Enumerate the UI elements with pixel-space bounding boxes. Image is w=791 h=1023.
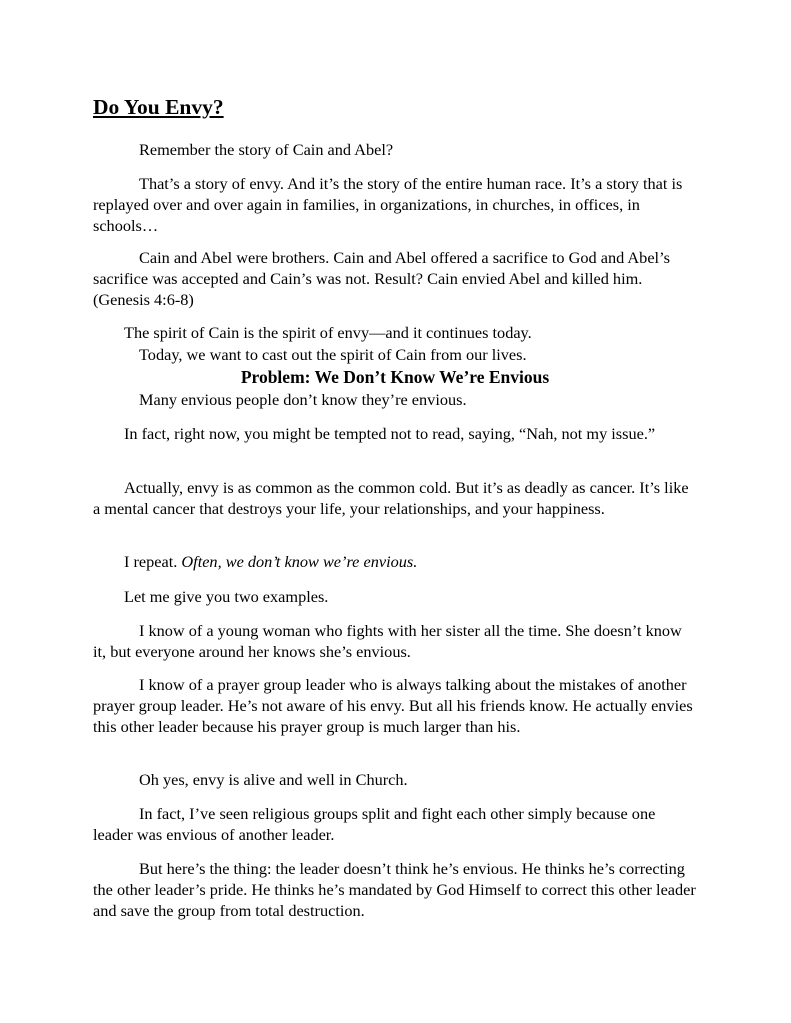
paragraph-9-prefix: I repeat.	[124, 552, 182, 571]
paragraph-9-emphasis: Often, we don’t know we’re envious.	[181, 552, 418, 571]
paragraph-14: In fact, I’ve seen religious groups split and fight each other simply because one leader was envious of another leader.	[93, 804, 656, 844]
paragraph-12: I know of a prayer group leader who is always talking about the mistakes of another prayer group leader. He’s not aware of his envy. But all his friends know. He actually envies this other leader because his prayer group is much larger than his.	[93, 675, 693, 736]
paragraph-1: Remember the story of Cain and Abel?	[139, 140, 394, 159]
page-title: Do You Envy?	[93, 95, 224, 119]
paragraph-7: In fact, right now, you might be tempted not to read, saying, “Nah, not my issue.”	[124, 424, 656, 443]
paragraph-3: Cain and Abel were brothers. Cain and Abel offered a sacrifice to God and Abel’s sacrifice was accepted and Cain’s was not. Result? Cain envied Abel and killed him. (Genesis 4:6-8)	[93, 248, 670, 309]
section-heading: Problem: We Don’t Know We’re Envious	[240, 367, 550, 387]
paragraph-11: I know of a young woman who fights with her sister all the time. She doesn’t know it, but everyone around her knows she’s envious.	[93, 621, 682, 661]
paragraph-10: Let me give you two examples.	[124, 587, 329, 606]
paragraph-2: That’s a story of envy. And it’s the story of the entire human race. It’s a story that is replayed over and over again in families, in organizations, in churches, in offices, in schools…	[93, 174, 683, 235]
paragraph-13: Oh yes, envy is alive and well in Church.	[139, 770, 408, 789]
paragraph-5: Today, we want to cast out the spirit of Cain from our lives.	[139, 345, 527, 364]
paragraph-6: Many envious people don’t know they’re envious.	[139, 390, 467, 409]
paragraph-9	[93, 551, 697, 572]
paragraph-8: Actually, envy is as common as the common cold. But it’s as deadly as cancer. It’s like a mental cancer that destroys your life, your relationships, and your happiness.	[93, 478, 689, 518]
paragraph-4: The spirit of Cain is the spirit of envy—and it continues today.	[124, 323, 532, 342]
paragraph-15: But here’s the thing: the leader doesn’t think he’s envious. He thinks he’s correcting the other leader’s pride. He thinks he’s mandated by God Himself to correct this other leader and save the group from total destruction.	[93, 859, 696, 920]
